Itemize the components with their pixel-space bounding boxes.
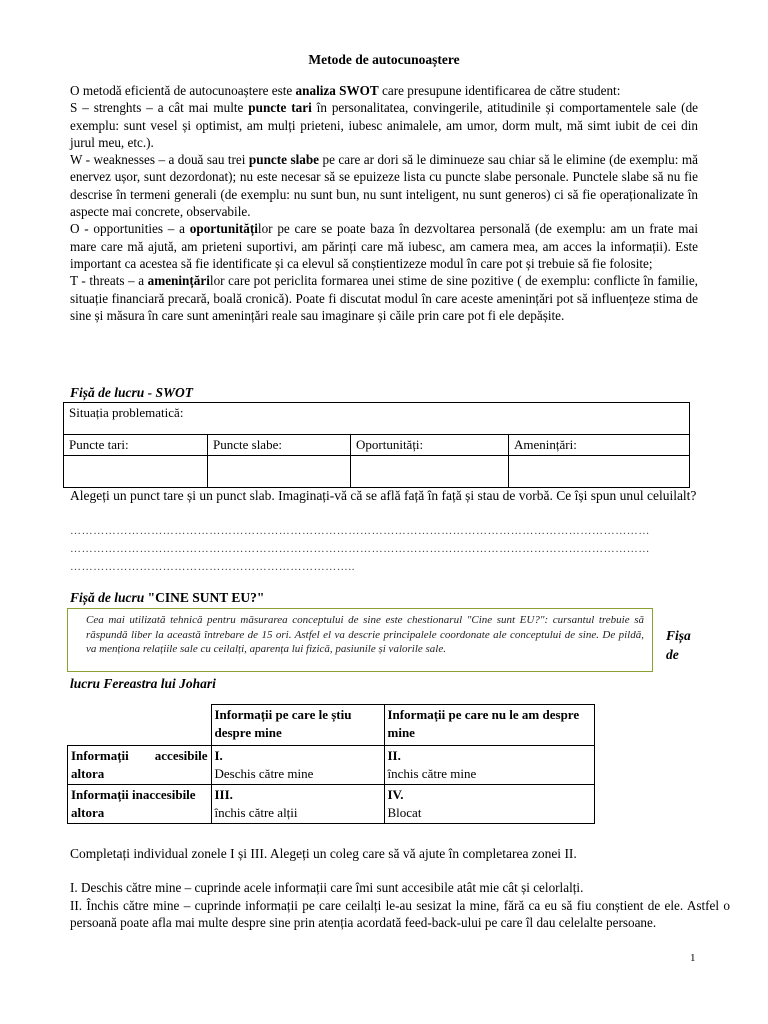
table-row — [68, 785, 595, 824]
cine-sunt-eu-box: Cea mai utilizată tehnică pentru măsurarea conceptului de sine este chestionarul "Cine sunt EU?": cursantul trebuie să răspundă liber la această întrebare de 15 ori. Astfel el va descrie principalele coordonate ale conceptului de sine. De pildă, va menționa relațiile sale cu ceilalți, aparența lui fizică, pasiunile și valorile sale. — [67, 608, 653, 672]
johari-row-accessible: Informații accesibile altora — [68, 746, 212, 785]
table-row — [68, 705, 595, 746]
zone-label: Deschis către mine — [214, 766, 314, 781]
weaknesses-bold: puncte slabe — [248, 152, 320, 168]
zone-number: III. — [214, 787, 233, 802]
answer-line[interactable]: …………………………………………………………………………………………………………………………………… — [70, 525, 650, 537]
weaknesses-paragraph — [70, 151, 698, 220]
threats-bold: amenințări — [147, 273, 210, 289]
intro-text: care presupune identificarea de către student: — [378, 83, 621, 98]
answer-line[interactable]: …………………………………………………………………………………………………………………………………… — [70, 543, 650, 555]
swot-question: Alegeți un punct tare și un punct slab. Imaginați-vă că se află față în față și stau de vorbă. Ce își spun unul celuilalt? — [70, 488, 697, 503]
page-number: 1 — [690, 952, 696, 964]
threats-text: T - threats – a — [70, 273, 148, 289]
zone-label: Blocat — [387, 805, 422, 820]
threats-input-cell[interactable] — [509, 456, 690, 488]
explanation-open: I. Deschis către mine – cuprinde acele informații care îmi sunt accesibile atât mie cât și celorlalți. — [70, 880, 584, 895]
opportunities-text: lor pe care se poate baza în dezvoltarea personală (de exemplu: am un frate mai mare care mă ajută, am prieteni suportivi, am părinți care mă iubesc, am camera mea, am acces la informații). Este important ca acestea să fie identificate și ca elevul să conștientizeze modul în care pot și trebuie să fie folosite; — [70, 221, 698, 271]
johari-cell-hidden — [211, 785, 384, 824]
johari-heading: lucru Fereastra lui Johari — [70, 676, 216, 691]
zone-label: închis către alții — [214, 805, 298, 820]
opportunities-text: O - opportunities – a — [70, 221, 190, 237]
cine-heading — [70, 590, 264, 606]
strengths-text: S – strenghts – a cât mai multe — [70, 100, 249, 116]
strengths-header: Puncte tari: — [64, 435, 208, 456]
zone-label: închis către mine — [387, 766, 477, 781]
empty-corner — [68, 705, 212, 746]
weaknesses-header: Puncte slabe: — [208, 435, 351, 456]
table-row — [64, 435, 690, 456]
opportunities-paragraph — [70, 220, 698, 272]
threats-header: Amenințări: — [509, 435, 690, 456]
explanation-blind: II. Închis către mine – cuprinde informații pe care ceilalți le-au sesizat la mine, fără ca eu să fiu conștient de ele. Astfel o persoană poate afla mai multe despre sine prin atenția acordată feed-back-ului pe care îl dau celelalte persoane. — [70, 897, 730, 930]
cine-heading-italic: Fișă de lucru — [70, 590, 148, 605]
swot-heading: Fișă de lucru - SWOT — [70, 385, 194, 400]
johari-col-known: Informații pe care le știu despre mine — [211, 705, 384, 746]
johari-table — [67, 704, 595, 824]
weaknesses-input-cell[interactable] — [208, 456, 351, 488]
strengths-paragraph — [70, 99, 698, 151]
johari-cell-blind — [384, 746, 594, 785]
problem-cell[interactable]: Situația problematică: — [64, 403, 690, 435]
opportunities-bold: oportunități — [189, 221, 258, 237]
swot-table — [63, 402, 690, 488]
table-row — [64, 456, 690, 488]
johari-row-inaccessible: Informații inaccesibile altora — [68, 785, 212, 824]
intro-section — [70, 82, 698, 324]
completion-instruction: Completați individual zonele I și III. Alegeți un coleg care să vă ajute în completarea zonei II. — [70, 846, 577, 861]
table-row — [68, 746, 595, 785]
strengths-input-cell[interactable] — [64, 456, 208, 488]
intro-text: O metodă eficientă de autocunoaștere este — [70, 83, 296, 98]
weaknesses-text: W - weaknesses – a două sau trei — [70, 152, 249, 168]
fisa-label-line: de — [666, 647, 679, 662]
zone-number: II. — [387, 748, 401, 763]
table-row — [64, 403, 690, 435]
johari-col-unknown: Informații pe care nu le am despre mine — [384, 705, 594, 746]
page-title: Metode de autocunoaștere — [308, 52, 460, 67]
weaknesses-text: pe care ar dori să le diminueze sau chiar să le elimine (de exemplu: mă enervez ușor, sunt dezordonat); nu este necesar să se epuizeze lista cu puncte slabe personale. Punctele slabe să nu fie descrise în termeni generali (de exemplu: nu sunt bun, nu sunt inteligent, nu sunt generos) ci să fie operaționalizate în aspecte mai concrete, observabile. — [70, 152, 698, 220]
strengths-text: în personalitatea, convingerile, atitudinile și comportamentele sale (de exemplu: sunt vesel și optimist, am mulți prieteni, iubesc animalele, am umor, dorm mult, mă simt iubit de cei din jurul meu, etc.). — [70, 100, 699, 150]
intro-paragraph — [70, 82, 698, 99]
zone-number: IV. — [387, 787, 404, 802]
strengths-bold: puncte tari — [248, 100, 312, 116]
johari-cell-open — [211, 746, 384, 785]
zone-number: I. — [214, 748, 223, 763]
cine-heading-title: "CINE SUNT EU?" — [147, 590, 265, 605]
threats-paragraph — [70, 272, 698, 324]
johari-cell-unknown — [384, 785, 594, 824]
threats-text: lor care pot periclita formarea unei stime de sine pozitive ( de exemplu: conflicte în familie, situație financiară precară, boală cronică). Poate fi discutat modul în care aceste amenințări pot să influențeze stima de sine și măsura în care sunt amenințări reale sau imaginare și căile prin care pot fi ele depășite. — [70, 273, 698, 323]
answer-line[interactable]: ……………………………………………………………….. — [70, 561, 356, 573]
intro-bold: analiza SWOT — [295, 83, 379, 98]
explanations — [70, 879, 730, 932]
opportunities-header: Oportunități: — [351, 435, 509, 456]
opportunities-input-cell[interactable] — [351, 456, 509, 488]
fisa-side-label — [666, 626, 706, 664]
fisa-label-line: Fișa — [666, 628, 691, 643]
